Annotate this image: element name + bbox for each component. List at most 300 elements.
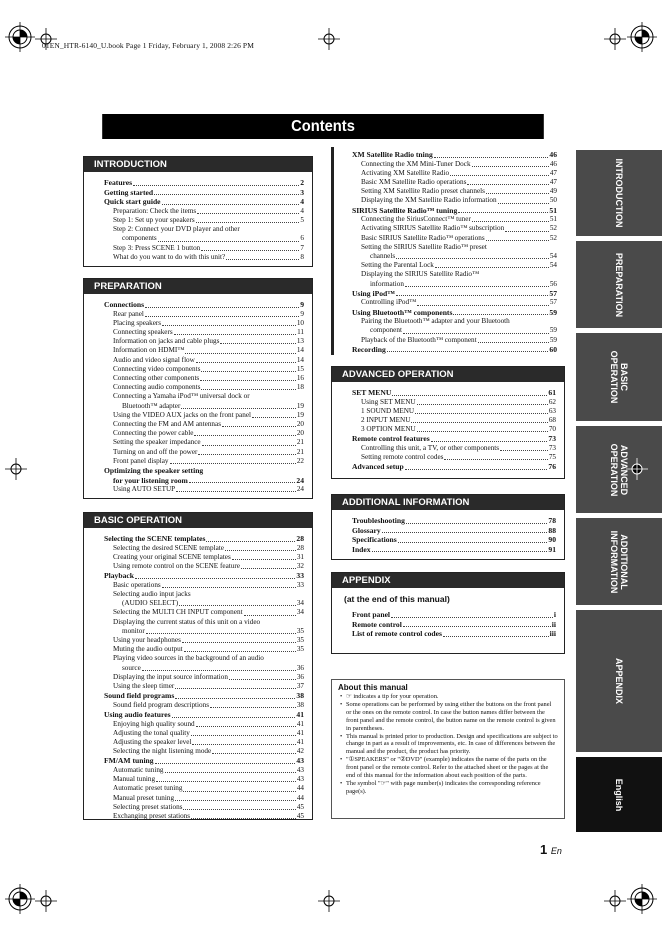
toc-entry — [104, 775, 304, 784]
toc-entry-page: 57 — [549, 288, 557, 298]
appendix-subheading: (at the end of this manual) — [344, 594, 450, 604]
toc-entry-title: Front panel display — [113, 456, 169, 465]
toc-entry — [352, 462, 556, 472]
toc-entry — [104, 701, 304, 710]
toc-entry — [104, 766, 304, 775]
toc-entry-title: Using remote control on the SCENE feature — [113, 562, 240, 570]
leader-dots — [184, 651, 296, 652]
toc-entry — [104, 794, 304, 803]
leader-dots — [165, 772, 296, 773]
leader-dots — [505, 231, 549, 232]
toc-entry-page: 35 — [296, 645, 304, 654]
leader-dots — [196, 362, 296, 363]
toc-entry — [104, 627, 304, 636]
toc-entry-page: 11 — [297, 328, 304, 336]
tab-preparation[interactable]: PREPARATION — [576, 241, 662, 328]
toc-entry — [104, 673, 304, 682]
toc-entry — [352, 416, 556, 425]
toc-entry — [104, 581, 304, 590]
toc-entry — [104, 448, 304, 457]
toc-entry — [104, 654, 304, 663]
leader-dots — [398, 542, 548, 543]
leader-dots — [417, 305, 549, 306]
toc-entry-page: 91 — [548, 544, 556, 554]
toc-entry — [104, 207, 304, 216]
leader-dots — [252, 417, 296, 418]
leader-dots — [162, 325, 296, 326]
crosshair-icon — [318, 890, 340, 912]
leader-dots — [197, 213, 299, 214]
toc-entry-page: 57 — [549, 298, 557, 307]
leader-dots — [162, 587, 296, 588]
leader-dots — [175, 688, 296, 689]
toc-list — [336, 150, 563, 354]
toc-entry-title: Basic operations — [113, 580, 161, 589]
toc-entry-page: 4 — [300, 206, 304, 215]
toc-entry-page: 10 — [296, 318, 304, 327]
leader-dots — [500, 450, 548, 451]
toc-entry-title: Information on jacks and cable plugs — [113, 337, 220, 346]
leader-dots — [206, 541, 295, 542]
leader-dots — [162, 204, 300, 205]
toc-entry-page: 13 — [296, 337, 304, 346]
toc-entry — [104, 553, 304, 562]
toc-entry-page: 35 — [296, 626, 304, 635]
toc-entry-page: 5 — [300, 215, 304, 224]
section-basic-operation — [83, 512, 313, 820]
section-additional-information — [331, 494, 565, 560]
toc-entry-page: i — [553, 610, 556, 619]
toc-entry — [352, 270, 557, 279]
toc-entry-title: (AUDIO SELECT) — [122, 599, 179, 608]
about-list — [332, 693, 564, 796]
crosshair-icon — [318, 28, 340, 50]
toc-entry-page: 9 — [300, 300, 304, 309]
toc-entry-title: Using your headphones — [113, 636, 181, 645]
toc-entry-page: 22 — [296, 456, 304, 465]
leader-dots — [486, 240, 549, 241]
toc-entry-title: for your listening room — [113, 475, 188, 485]
toc-entry-title: Optimizing the speaker setting — [104, 466, 204, 476]
toc-entry-page: 51 — [549, 215, 557, 224]
toc-entry — [104, 664, 304, 673]
toc-entry-title: Displaying the XM Satellite Radio information — [361, 196, 497, 205]
toc-entry — [352, 516, 556, 526]
toc-entry-title: Quick start guide — [104, 197, 161, 207]
toc-entry-title: Enjoying high quality sound — [113, 719, 195, 728]
toc-entry — [352, 298, 557, 307]
leader-dots — [192, 744, 295, 745]
crosshair-icon — [626, 458, 648, 480]
leader-dots — [392, 395, 547, 396]
toc-entry-title: Exchanging preset stations — [113, 812, 191, 821]
toc-entry-page: 51 — [549, 205, 557, 215]
toc-entry-title: Setting the speaker impedance — [113, 438, 201, 447]
toc-entry-title: Turning on and off the power — [113, 447, 198, 456]
toc-entry-title: Front panel — [352, 610, 391, 619]
toc-entry-page: 20 — [296, 429, 304, 438]
column-divider — [331, 147, 334, 355]
crosshair-icon — [604, 28, 626, 50]
about-item: • ☞ indicates a tip for your operation. — [340, 693, 558, 701]
toc-entry — [104, 476, 304, 486]
toc-entry-page: iii — [549, 629, 556, 639]
section-advanced-operation — [331, 366, 565, 479]
toc-entry — [352, 317, 557, 326]
toc-entry-title: Rear panel — [113, 309, 144, 318]
toc-entry-page: 88 — [548, 525, 556, 535]
tab-additional-information[interactable]: ADDITIONAL INFORMATION — [576, 518, 662, 605]
toc-entry-title: Step 1: Set up your speakers — [113, 215, 195, 224]
toc-entry — [104, 562, 304, 571]
toc-entry — [104, 234, 304, 243]
leader-dots — [145, 307, 299, 308]
page-title: Contents — [102, 114, 544, 139]
toc-entry-title: Using the VIDEO AUX jacks on the front panel — [113, 410, 252, 419]
toc-entry-title: Basic XM Satellite Radio operations — [361, 178, 467, 186]
toc-entry-title: Using audio features — [104, 710, 171, 720]
leader-dots — [145, 316, 299, 317]
toc-list — [332, 388, 564, 472]
toc-entry — [104, 534, 304, 544]
toc-entry — [104, 420, 304, 429]
leader-dots — [212, 753, 296, 754]
leader-dots — [200, 380, 296, 381]
toc-entry — [352, 252, 557, 261]
toc-entry — [104, 544, 304, 553]
toc-entry — [352, 234, 557, 243]
toc-entry-title: Placing speakers — [113, 318, 162, 327]
toc-entry-page: 31 — [296, 552, 304, 561]
toc-entry-title: Connecting the power cable — [113, 429, 194, 438]
toc-entry-page: 60 — [549, 344, 557, 354]
toc-entry-page: 7 — [300, 243, 304, 252]
leader-dots — [229, 679, 296, 680]
toc-entry — [104, 346, 304, 355]
toc-entry-title: SET MENU — [352, 388, 392, 397]
toc-entry — [352, 326, 557, 335]
leader-dots — [444, 459, 547, 460]
toc-entry-page: 73 — [548, 444, 556, 452]
toc-list — [84, 534, 312, 821]
toc-entry-page: 52 — [549, 224, 557, 233]
toc-entry-page: 14 — [296, 346, 304, 355]
toc-entry-page: 46 — [549, 159, 557, 168]
section-introduction — [83, 156, 313, 267]
toc-entry-page: 28 — [296, 534, 304, 543]
toc-entry-page: 56 — [549, 279, 557, 288]
toc-entry-page: 47 — [549, 168, 557, 177]
toc-entry-page: 43 — [296, 766, 304, 775]
toc-entry-title: components — [122, 234, 157, 243]
toc-entry — [104, 803, 304, 812]
toc-entry-page: 38 — [296, 700, 304, 709]
toc-entry-title: Activating SIRIUS Satellite Radio™ subscription — [361, 224, 505, 233]
toc-entry-page: 76 — [548, 462, 556, 472]
toc-entry-title: Using SET MENU — [361, 397, 416, 406]
registration-mark-icon — [627, 884, 657, 914]
toc-entry-page: 36 — [296, 663, 304, 672]
toc-entry-page: 75 — [548, 453, 556, 462]
leader-dots — [415, 413, 548, 414]
toc-entry — [104, 618, 304, 627]
leader-dots — [405, 286, 549, 287]
toc-entry-title: Selecting the night listening mode — [113, 747, 212, 756]
toc-entry-page: 35 — [296, 636, 304, 645]
toc-entry — [104, 590, 304, 599]
toc-entry — [352, 289, 557, 299]
section-preparation — [83, 278, 313, 499]
toc-entry-title: Specifications — [352, 535, 397, 545]
section-heading: BASIC OPERATION — [84, 513, 312, 528]
toc-entry-title: monitor — [122, 626, 145, 635]
toc-entry-page: 9 — [300, 309, 304, 318]
registration-mark-icon — [5, 884, 35, 914]
toc-entry — [104, 636, 304, 645]
leader-dots — [135, 578, 295, 579]
toc-entry — [104, 365, 304, 374]
toc-entry — [104, 599, 304, 608]
leader-dots — [411, 422, 547, 423]
leader-dots — [202, 445, 296, 446]
toc-entry-page: 6 — [300, 234, 304, 243]
crosshair-icon — [604, 890, 626, 912]
toc-entry — [352, 620, 556, 630]
tab-english[interactable]: English — [576, 757, 662, 832]
toc-entry — [352, 280, 557, 289]
toc-entry — [352, 206, 557, 216]
toc-entry — [104, 328, 304, 337]
toc-entry-page: 15 — [296, 364, 304, 373]
toc-entry — [352, 453, 556, 462]
toc-entry-title: Creating your original SCENE templates — [113, 552, 231, 561]
toc-entry-title: Using Bluetooth™ components — [352, 307, 453, 317]
toc-entry-page: 37 — [296, 682, 304, 691]
toc-entry-title: Selecting the SCENE templates — [104, 534, 206, 543]
toc-entry — [104, 188, 304, 198]
toc-entry-title: source — [122, 663, 141, 672]
leader-dots — [172, 717, 296, 718]
toc-entry-title: Playing video sources in the background of an audio — [113, 654, 264, 663]
tab-appendix[interactable]: APPENDIX — [576, 610, 662, 752]
toc-entry-page: 41 — [296, 728, 304, 737]
leader-dots — [155, 763, 296, 764]
tab-introduction[interactable]: INTRODUCTION — [576, 150, 662, 236]
about-item: • "①SPEAKERS" or "②DVD" (example) indicates the name of the parts on the front panel or the remote control. Refer to the attached sheet or the pages at the end of this manual for the information about each position of the parts. — [340, 756, 558, 780]
leader-dots — [434, 157, 549, 158]
leader-dots — [191, 735, 296, 736]
toc-entry-title: Connections — [104, 300, 145, 309]
toc-entry-title: SIRIUS Satellite Radio™ tuning — [352, 205, 458, 215]
leader-dots — [182, 642, 296, 643]
toc-entry — [352, 345, 557, 355]
toc-entry — [104, 429, 304, 438]
toc-entry-title: List of remote control codes — [352, 629, 442, 639]
toc-entry-title: 2 INPUT MENU — [361, 416, 411, 424]
leader-dots — [201, 371, 295, 372]
toc-entry-page: 20 — [296, 420, 304, 429]
toc-entry-page: 73 — [548, 434, 556, 444]
toc-entry — [104, 466, 304, 476]
leader-dots — [396, 258, 549, 259]
toc-entry-title: Adjusting the speaker level — [113, 738, 192, 747]
toc-entry-page: 21 — [296, 438, 304, 447]
toc-entry — [104, 244, 304, 253]
toc-entry-page: 41 — [296, 738, 304, 747]
toc-entry-page: 62 — [548, 397, 556, 406]
toc-entry-title: What do you want to do with this unit? — [113, 252, 226, 261]
toc-entry-title: component — [370, 326, 402, 335]
toc-entry-title: Glossary — [352, 525, 381, 535]
toc-entry — [104, 457, 304, 466]
toc-entry — [104, 812, 304, 821]
about-this-manual-box — [331, 679, 565, 819]
toc-entry-page: 70 — [548, 425, 556, 434]
toc-entry — [104, 691, 304, 701]
file-header: 01EN_HTR-6140_U.book Page 1 Friday, February 1, 2008 2:26 PM — [42, 41, 254, 50]
toc-entry — [104, 738, 304, 747]
section-basic-continued — [336, 150, 563, 354]
leader-dots — [174, 334, 296, 335]
toc-entry-title: Setting XM Satellite Radio preset channels — [361, 187, 485, 196]
toc-entry — [104, 710, 304, 720]
toc-entry-page: 34 — [296, 599, 304, 608]
toc-entry-title: Using the sleep timer — [113, 682, 175, 691]
leader-dots — [142, 670, 296, 671]
toc-entry-page: 78 — [548, 516, 556, 525]
toc-entry-title: Audio and video signal flow — [113, 355, 195, 364]
toc-entry-title: Step 2: Connect your DVD player and other — [113, 225, 240, 234]
toc-entry — [352, 444, 556, 453]
leader-dots — [458, 212, 548, 213]
toc-entry-title: Adjusting the tonal quality — [113, 728, 190, 737]
toc-entry — [352, 610, 556, 620]
leader-dots — [443, 636, 549, 637]
toc-entry-page: 16 — [296, 374, 304, 383]
toc-entry — [352, 196, 557, 205]
leader-dots — [201, 389, 295, 390]
toc-entry — [104, 729, 304, 738]
toc-entry — [104, 720, 304, 729]
toc-entry-page: 45 — [296, 812, 304, 821]
toc-entry-page: 41 — [296, 719, 304, 728]
leader-dots — [372, 551, 548, 552]
toc-entry-title: Connecting other components — [113, 374, 200, 383]
toc-entry — [104, 310, 304, 319]
toc-entry-page: 47 — [549, 178, 557, 186]
toc-entry-page: 41 — [296, 710, 304, 720]
toc-entry-page: 28 — [296, 543, 304, 552]
tab-advanced-operation[interactable]: ADVANCED OPERATION — [576, 426, 662, 513]
toc-entry-title: Setting the Parental Lock — [361, 261, 434, 270]
toc-entry — [104, 747, 304, 756]
toc-entry — [352, 398, 556, 407]
toc-entry — [352, 388, 556, 398]
toc-entry-page: 2 — [300, 178, 304, 187]
toc-entry-page: 24 — [296, 475, 304, 485]
leader-dots — [181, 408, 295, 409]
toc-entry-page: 43 — [296, 775, 304, 784]
toc-list — [84, 178, 312, 262]
toc-entry — [352, 308, 557, 318]
section-heading: ADVANCED OPERATION — [332, 367, 564, 382]
toc-entry-page: 52 — [549, 233, 557, 242]
leader-dots — [403, 333, 549, 334]
leader-dots — [391, 617, 553, 618]
toc-entry-title: Remote control — [352, 619, 402, 629]
tab-basic-operation[interactable]: BASIC OPERATION — [576, 333, 662, 421]
leader-dots — [222, 426, 296, 427]
toc-entry-title: Displaying the SIRIUS Satellite Radio™ — [361, 270, 480, 279]
toc-entry — [352, 425, 556, 434]
toc-entry-title: channels — [370, 252, 396, 261]
toc-entry-page: 59 — [549, 335, 557, 344]
leader-dots — [210, 707, 296, 708]
registration-mark-icon — [5, 22, 35, 52]
toc-entry-title: Muting the audio output — [113, 645, 183, 654]
toc-entry — [352, 150, 557, 160]
toc-entry-title: Connecting the XM Mini-Tuner Dock — [361, 159, 471, 168]
toc-entry-title: Recording — [352, 344, 386, 354]
toc-entry — [352, 434, 556, 444]
toc-entry-title: 3 OPTION MENU — [361, 425, 416, 434]
toc-entry-page: 59 — [549, 326, 557, 335]
leader-dots — [486, 193, 549, 194]
toc-entry-title: Index — [352, 544, 371, 554]
toc-entry-page: 36 — [296, 672, 304, 681]
section-heading: INTRODUCTION — [84, 157, 312, 172]
toc-entry-title: Controlling this unit, a TV, or other components — [361, 444, 500, 452]
section-heading: PREPARATION — [84, 279, 312, 294]
toc-entry-title: Activating XM Satellite Radio — [361, 168, 450, 177]
toc-entry — [352, 629, 556, 639]
leader-dots — [403, 626, 551, 627]
toc-entry — [104, 571, 304, 581]
toc-entry — [104, 438, 304, 447]
leader-dots — [185, 353, 295, 354]
leader-dots — [133, 185, 299, 186]
toc-entry — [104, 319, 304, 328]
toc-entry — [352, 243, 557, 252]
toc-entry-page: 32 — [296, 562, 304, 570]
leader-dots — [478, 342, 549, 343]
leader-dots — [406, 523, 548, 524]
about-item: • The symbol "☞" with page number(s) indicates the corresponding reference page(s). — [340, 780, 558, 796]
leader-dots — [472, 221, 549, 222]
leader-dots — [450, 175, 549, 176]
toc-list — [332, 610, 564, 639]
toc-entry-page: 61 — [548, 388, 556, 397]
leader-dots — [175, 698, 295, 699]
toc-entry — [104, 402, 304, 411]
toc-entry — [104, 178, 304, 188]
leader-dots — [453, 314, 548, 315]
leader-dots — [154, 194, 299, 195]
registration-mark-icon — [627, 22, 657, 52]
toc-entry-title: Features — [104, 178, 133, 187]
toc-entry-title: Troubleshooting — [352, 516, 405, 525]
leader-dots — [417, 431, 548, 432]
toc-entry-page: 49 — [549, 187, 557, 196]
toc-entry-page: 14 — [296, 355, 304, 364]
leader-dots — [183, 809, 295, 810]
toc-entry-page: 3 — [300, 187, 304, 197]
toc-entry — [104, 225, 304, 234]
leader-dots — [170, 463, 296, 464]
crosshair-icon — [35, 890, 57, 912]
leader-dots — [244, 615, 296, 616]
toc-entry-title: Playback — [104, 571, 134, 581]
